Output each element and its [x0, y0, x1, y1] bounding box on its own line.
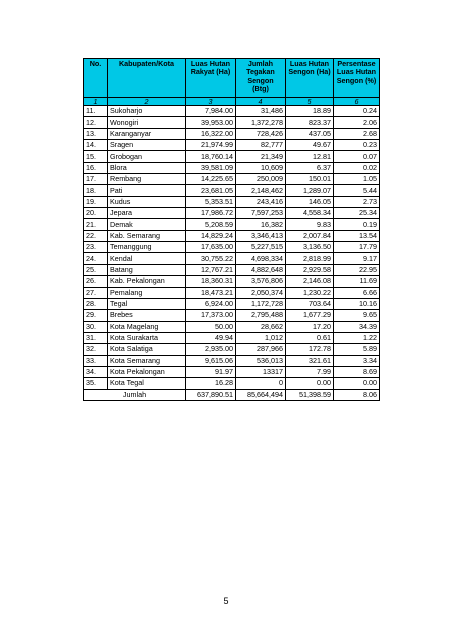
row-persentase: 2.68	[334, 128, 380, 139]
row-persentase: 9.65	[334, 310, 380, 321]
row-luas-hutan-rakyat: 16.28	[186, 378, 236, 389]
header-jumlah-tegakan-sengon: Jumlah Tegakan Sengon (Btg)	[236, 59, 286, 98]
row-luas-hutan-rakyat: 5,208.59	[186, 219, 236, 230]
row-no: 23.	[84, 242, 108, 253]
row-luas-hutan-rakyat: 21,974.99	[186, 140, 236, 151]
row-jumlah-tegakan: 243,416	[236, 196, 286, 207]
table-row	[84, 106, 380, 117]
row-no: 25.	[84, 264, 108, 275]
total-luas-hutan-rakyat: 637,890.51	[186, 389, 236, 400]
row-persentase: 10.16	[334, 298, 380, 309]
table-header-row	[84, 59, 380, 98]
row-luas-hutan-sengon: 1,289.07	[286, 185, 334, 196]
total-row	[84, 389, 380, 400]
header-kabupaten-kota: Kabupaten/Kota	[108, 59, 186, 98]
row-persentase: 34.39	[334, 321, 380, 332]
row-no: 16.	[84, 162, 108, 173]
row-luas-hutan-rakyat: 91.97	[186, 366, 236, 377]
column-number: 3	[186, 98, 236, 106]
table-row	[84, 298, 380, 309]
column-number: 6	[334, 98, 380, 106]
row-jumlah-tegakan: 7,597,253	[236, 208, 286, 219]
table-row	[84, 128, 380, 139]
row-jumlah-tegakan: 3,576,806	[236, 276, 286, 287]
row-no: 30.	[84, 321, 108, 332]
row-kabupaten-kota: Kota Semarang	[108, 355, 186, 366]
row-kabupaten-kota: Kudus	[108, 196, 186, 207]
table-row	[84, 355, 380, 366]
row-luas-hutan-sengon: 150.01	[286, 174, 334, 185]
row-jumlah-tegakan: 2,050,374	[236, 287, 286, 298]
row-persentase: 6.66	[334, 287, 380, 298]
row-luas-hutan-sengon: 18.89	[286, 106, 334, 117]
row-no: 31.	[84, 332, 108, 343]
row-luas-hutan-sengon: 823.37	[286, 117, 334, 128]
row-no: 21.	[84, 219, 108, 230]
row-jumlah-tegakan: 0	[236, 378, 286, 389]
column-number: 5	[286, 98, 334, 106]
row-luas-hutan-sengon: 2,146.08	[286, 276, 334, 287]
row-no: 12.	[84, 117, 108, 128]
table-row	[84, 242, 380, 253]
row-jumlah-tegakan: 16,382	[236, 219, 286, 230]
row-jumlah-tegakan: 1,172,728	[236, 298, 286, 309]
row-kabupaten-kota: Pati	[108, 185, 186, 196]
row-jumlah-tegakan: 250,009	[236, 174, 286, 185]
total-label: Jumlah	[84, 389, 186, 400]
table-row	[84, 219, 380, 230]
row-jumlah-tegakan: 2,795,488	[236, 310, 286, 321]
row-kabupaten-kota: Brebes	[108, 310, 186, 321]
row-luas-hutan-sengon: 0.61	[286, 332, 334, 343]
row-kabupaten-kota: Kab. Pekalongan	[108, 276, 186, 287]
row-persentase: 0.24	[334, 106, 380, 117]
row-kabupaten-kota: Grobogan	[108, 151, 186, 162]
row-kabupaten-kota: Demak	[108, 219, 186, 230]
row-jumlah-tegakan: 31,486	[236, 106, 286, 117]
row-persentase: 5.89	[334, 344, 380, 355]
row-luas-hutan-rakyat: 49.94	[186, 332, 236, 343]
row-persentase: 11.69	[334, 276, 380, 287]
row-luas-hutan-rakyat: 6,924.00	[186, 298, 236, 309]
row-luas-hutan-rakyat: 14,225.65	[186, 174, 236, 185]
row-kabupaten-kota: Blora	[108, 162, 186, 173]
table-row	[84, 230, 380, 241]
row-persentase: 2.06	[334, 117, 380, 128]
row-kabupaten-kota: Kab. Semarang	[108, 230, 186, 241]
row-luas-hutan-rakyat: 12,767.21	[186, 264, 236, 275]
row-persentase: 25.34	[334, 208, 380, 219]
row-kabupaten-kota: Sukoharjo	[108, 106, 186, 117]
row-jumlah-tegakan: 4,698,334	[236, 253, 286, 264]
row-luas-hutan-sengon: 0.00	[286, 378, 334, 389]
row-no: 26.	[84, 276, 108, 287]
row-luas-hutan-rakyat: 14,829.24	[186, 230, 236, 241]
table-row	[84, 310, 380, 321]
row-luas-hutan-rakyat: 39,581.09	[186, 162, 236, 173]
row-luas-hutan-rakyat: 18,360.31	[186, 276, 236, 287]
row-luas-hutan-sengon: 2,818.99	[286, 253, 334, 264]
row-luas-hutan-rakyat: 39,953.00	[186, 117, 236, 128]
row-no: 17.	[84, 174, 108, 185]
row-luas-hutan-rakyat: 9,615.06	[186, 355, 236, 366]
table-row	[84, 264, 380, 275]
row-no: 29.	[84, 310, 108, 321]
row-luas-hutan-rakyat: 17,373.00	[186, 310, 236, 321]
table-body	[84, 106, 380, 390]
column-number: 4	[236, 98, 286, 106]
row-no: 27.	[84, 287, 108, 298]
row-jumlah-tegakan: 287,966	[236, 344, 286, 355]
row-luas-hutan-sengon: 437.05	[286, 128, 334, 139]
table-row	[84, 185, 380, 196]
total-luas-hutan-sengon: 51,398.59	[286, 389, 334, 400]
row-luas-hutan-sengon: 6.37	[286, 162, 334, 173]
column-number-row	[84, 98, 380, 106]
row-kabupaten-kota: Kendal	[108, 253, 186, 264]
row-jumlah-tegakan: 5,227,515	[236, 242, 286, 253]
row-luas-hutan-sengon: 9.83	[286, 219, 334, 230]
table-row	[84, 321, 380, 332]
table-row	[84, 366, 380, 377]
row-persentase: 3.34	[334, 355, 380, 366]
table-row	[84, 117, 380, 128]
row-no: 22.	[84, 230, 108, 241]
row-kabupaten-kota: Pemalang	[108, 287, 186, 298]
row-persentase: 1.05	[334, 174, 380, 185]
header-luas-hutan-rakyat: Luas Hutan Rakyat (Ha)	[186, 59, 236, 98]
row-jumlah-tegakan: 3,346,413	[236, 230, 286, 241]
row-luas-hutan-sengon: 146.05	[286, 196, 334, 207]
row-luas-hutan-rakyat: 16,322.00	[186, 128, 236, 139]
header-persentase: Persentase Luas Hutan Sengon (%)	[334, 59, 380, 98]
table-row	[84, 140, 380, 151]
header-luas-hutan-sengon: Luas Hutan Sengon (Ha)	[286, 59, 334, 98]
row-no: 11.	[84, 106, 108, 117]
total-jumlah-tegakan: 85,664,494	[236, 389, 286, 400]
row-luas-hutan-sengon: 49.67	[286, 140, 334, 151]
row-no: 19.	[84, 196, 108, 207]
row-luas-hutan-sengon: 17.20	[286, 321, 334, 332]
row-luas-hutan-rakyat: 23,681.05	[186, 185, 236, 196]
row-luas-hutan-sengon: 2,929.58	[286, 264, 334, 275]
row-persentase: 5.44	[334, 185, 380, 196]
row-no: 35.	[84, 378, 108, 389]
row-persentase: 0.02	[334, 162, 380, 173]
row-no: 13.	[84, 128, 108, 139]
row-no: 20.	[84, 208, 108, 219]
row-no: 15.	[84, 151, 108, 162]
table-row	[84, 196, 380, 207]
row-luas-hutan-rakyat: 18,760.14	[186, 151, 236, 162]
row-persentase: 0.00	[334, 378, 380, 389]
row-jumlah-tegakan: 1,012	[236, 332, 286, 343]
row-kabupaten-kota: Kota Pekalongan	[108, 366, 186, 377]
row-luas-hutan-rakyat: 50.00	[186, 321, 236, 332]
row-kabupaten-kota: Jepara	[108, 208, 186, 219]
row-persentase: 0.19	[334, 219, 380, 230]
row-kabupaten-kota: Kota Tegal	[108, 378, 186, 389]
row-jumlah-tegakan: 728,426	[236, 128, 286, 139]
page-number: 5	[223, 596, 229, 606]
row-luas-hutan-sengon: 12.81	[286, 151, 334, 162]
row-kabupaten-kota: Tegal	[108, 298, 186, 309]
row-kabupaten-kota: Wonogiri	[108, 117, 186, 128]
total-persentase: 8.06	[334, 389, 380, 400]
column-number: 1	[84, 98, 108, 106]
row-persentase: 8.69	[334, 366, 380, 377]
row-persentase: 0.23	[334, 140, 380, 151]
header-no: No.	[84, 59, 108, 98]
table-row	[84, 287, 380, 298]
row-jumlah-tegakan: 82,777	[236, 140, 286, 151]
row-persentase: 17.79	[334, 242, 380, 253]
row-jumlah-tegakan: 1,372,278	[236, 117, 286, 128]
row-luas-hutan-sengon: 1,677.29	[286, 310, 334, 321]
row-luas-hutan-rakyat: 5,353.51	[186, 196, 236, 207]
row-luas-hutan-sengon: 172.78	[286, 344, 334, 355]
row-no: 28.	[84, 298, 108, 309]
row-kabupaten-kota: Kota Surakarta	[108, 332, 186, 343]
row-persentase: 13.54	[334, 230, 380, 241]
row-kabupaten-kota: Sragen	[108, 140, 186, 151]
row-persentase: 1.22	[334, 332, 380, 343]
row-persentase: 9.17	[334, 253, 380, 264]
row-luas-hutan-sengon: 4,558.34	[286, 208, 334, 219]
row-luas-hutan-rakyat: 17,986.72	[186, 208, 236, 219]
row-jumlah-tegakan: 4,882,648	[236, 264, 286, 275]
row-no: 18.	[84, 185, 108, 196]
row-kabupaten-kota: Rembang	[108, 174, 186, 185]
forest-area-table	[83, 58, 380, 401]
row-luas-hutan-rakyat: 17,635.00	[186, 242, 236, 253]
table-row	[84, 253, 380, 264]
row-luas-hutan-rakyat: 30,755.22	[186, 253, 236, 264]
row-luas-hutan-sengon: 321.61	[286, 355, 334, 366]
row-jumlah-tegakan: 2,148,462	[236, 185, 286, 196]
row-no: 34.	[84, 366, 108, 377]
table-row	[84, 378, 380, 389]
row-luas-hutan-sengon: 1,230.22	[286, 287, 334, 298]
row-luas-hutan-sengon: 2,007.84	[286, 230, 334, 241]
row-luas-hutan-rakyat: 18,473.21	[186, 287, 236, 298]
row-kabupaten-kota: Kota Salatiga	[108, 344, 186, 355]
row-luas-hutan-sengon: 3,136.50	[286, 242, 334, 253]
row-jumlah-tegakan: 21,349	[236, 151, 286, 162]
row-kabupaten-kota: Batang	[108, 264, 186, 275]
row-jumlah-tegakan: 536,013	[236, 355, 286, 366]
row-kabupaten-kota: Kota Magelang	[108, 321, 186, 332]
row-luas-hutan-rakyat: 7,984.00	[186, 106, 236, 117]
row-luas-hutan-rakyat: 2,935.00	[186, 344, 236, 355]
row-no: 32.	[84, 344, 108, 355]
row-no: 33.	[84, 355, 108, 366]
row-persentase: 0.07	[334, 151, 380, 162]
row-kabupaten-kota: Karanganyar	[108, 128, 186, 139]
table-row	[84, 174, 380, 185]
table-row	[84, 162, 380, 173]
row-persentase: 22.95	[334, 264, 380, 275]
row-kabupaten-kota: Temanggung	[108, 242, 186, 253]
row-no: 24.	[84, 253, 108, 264]
column-number: 2	[108, 98, 186, 106]
row-luas-hutan-sengon: 703.64	[286, 298, 334, 309]
row-jumlah-tegakan: 10,609	[236, 162, 286, 173]
table-row	[84, 332, 380, 343]
row-jumlah-tegakan: 28,662	[236, 321, 286, 332]
table-row	[84, 208, 380, 219]
row-persentase: 2.73	[334, 196, 380, 207]
row-luas-hutan-sengon: 7.99	[286, 366, 334, 377]
row-jumlah-tegakan: 13317	[236, 366, 286, 377]
table-row	[84, 344, 380, 355]
table-row	[84, 276, 380, 287]
row-no: 14.	[84, 140, 108, 151]
table-row	[84, 151, 380, 162]
